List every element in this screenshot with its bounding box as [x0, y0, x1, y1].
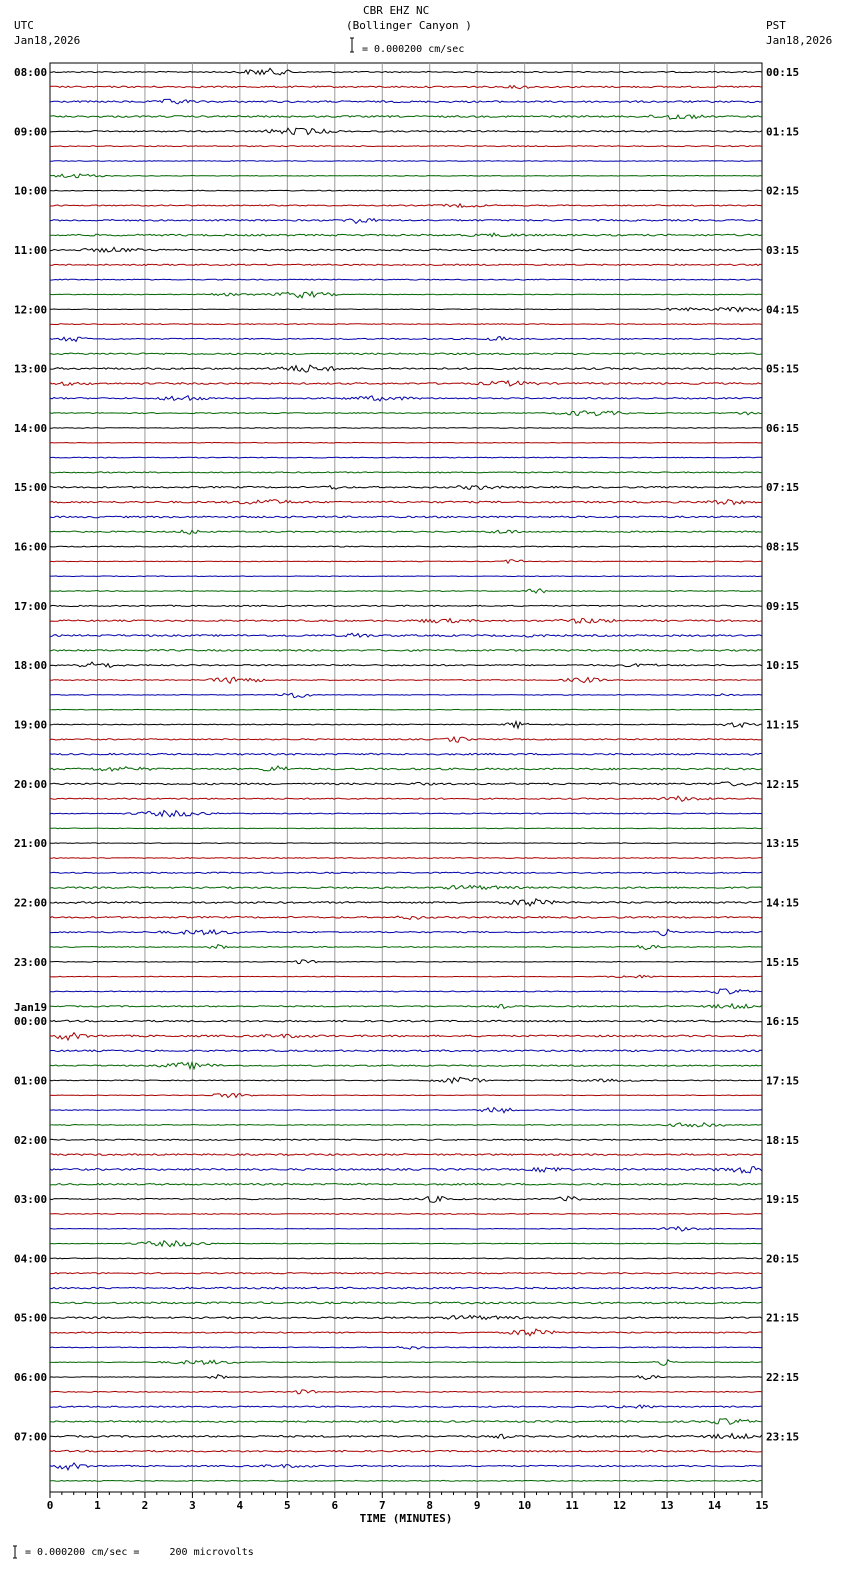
utc-hour-label: 05:00 [14, 1311, 48, 1325]
seismic-trace [50, 324, 762, 325]
footer-scale-bar-icon [13, 1546, 17, 1558]
pst-hour-label: 05:15 [766, 362, 800, 376]
seismic-trace [50, 1020, 762, 1022]
utc-hour-label: 00:00 [14, 1015, 48, 1029]
seismic-trace [50, 204, 762, 208]
seismic-trace [50, 960, 762, 964]
pst-hour-label: 00:15 [766, 66, 800, 79]
seismic-trace [50, 650, 762, 652]
seismic-trace [50, 442, 762, 443]
seismic-trace [50, 885, 762, 889]
seismic-trace [50, 1183, 762, 1185]
seismic-trace [50, 308, 762, 312]
date-change-label: Jan19 [14, 1001, 48, 1015]
pst-hour-label: 16:15 [766, 1015, 800, 1029]
seismic-trace [50, 396, 762, 401]
seismic-trace [50, 828, 762, 829]
utc-hour-label: 19:00 [14, 718, 48, 732]
utc-hour-label: 17:00 [14, 599, 48, 613]
seismic-trace [50, 472, 762, 473]
pst-hour-label: 21:15 [766, 1311, 800, 1325]
utc-hour-label: 16:00 [14, 540, 48, 554]
seismic-trace [50, 916, 762, 919]
x-tick-label: 14 [707, 1499, 722, 1512]
seismic-trace [50, 233, 762, 237]
x-tick-label: 8 [426, 1499, 434, 1512]
seismic-trace [50, 796, 762, 801]
seismic-trace [50, 174, 762, 178]
seismic-trace [50, 1241, 762, 1247]
seismic-trace [50, 161, 762, 162]
utc-hour-label: 22:00 [14, 896, 48, 910]
seismic-trace [50, 589, 762, 593]
utc-hour-label: 06:00 [14, 1371, 48, 1385]
seismic-trace [50, 1227, 762, 1232]
seismic-trace [50, 1108, 762, 1113]
seismic-trace [50, 633, 762, 637]
x-tick-label: 1 [94, 1499, 101, 1512]
seismic-trace [50, 899, 762, 906]
seismic-trace [50, 264, 762, 265]
pst-hour-label: 02:15 [766, 184, 800, 198]
utc-hour-label: 13:00 [14, 362, 48, 376]
seismic-trace [50, 929, 762, 935]
utc-hour-label: 03:00 [14, 1193, 48, 1207]
seismic-trace [50, 1258, 762, 1259]
station-title: CBR EHZ NC [363, 4, 430, 17]
x-tick-label: 12 [612, 1499, 627, 1512]
seismic-trace [50, 1405, 762, 1408]
pst-hour-label: 11:15 [766, 718, 800, 732]
pst-hour-label: 07:15 [766, 481, 800, 495]
seismic-trace [50, 560, 762, 564]
seismic-trace [50, 693, 762, 697]
footer-scale-note: = 0.000200 cm/sec = 200 microvolts [25, 1547, 254, 1558]
seismic-trace [50, 1315, 762, 1319]
utc-hour-label: 18:00 [14, 659, 48, 673]
station-subtitle: (Bollinger Canyon ) [346, 19, 472, 32]
utc-hour-label: 10:00 [14, 184, 48, 198]
pst-hour-label: 15:15 [766, 955, 800, 969]
seismic-trace [50, 1463, 762, 1470]
seismic-trace [50, 428, 762, 429]
utc-hour-label: 11:00 [14, 243, 48, 257]
x-tick-label: 13 [660, 1499, 674, 1512]
seismic-trace [50, 1050, 762, 1052]
plot-frame [50, 63, 762, 1492]
seismic-trace [50, 353, 762, 355]
seismic-trace [50, 811, 762, 817]
x-tick-label: 7 [378, 1499, 386, 1512]
seismic-trace [50, 843, 762, 844]
utc-hour-label: 20:00 [14, 777, 48, 791]
seismic-trace [50, 1329, 762, 1336]
seismic-trace [50, 190, 762, 191]
seismic-trace [50, 1360, 762, 1366]
x-tick-label: 2 [141, 1499, 149, 1512]
pst-hour-label: 17:15 [766, 1074, 800, 1088]
utc-hour-label: 01:00 [14, 1074, 48, 1088]
x-tick-label: 6 [331, 1499, 339, 1512]
pst-hour-label: 14:15 [766, 896, 800, 910]
utc-hour-label: 02:00 [14, 1133, 48, 1147]
seismic-trace [50, 989, 762, 994]
seismic-trace [50, 1094, 762, 1098]
pst-hour-label: 09:15 [766, 599, 800, 613]
right-date: Jan18,2026 [766, 34, 833, 47]
pst-hour-label: 10:15 [766, 659, 800, 673]
seismic-trace [50, 1154, 762, 1156]
seismic-trace [50, 486, 762, 490]
x-tick-label: 10 [518, 1499, 532, 1512]
seismic-trace [50, 1214, 762, 1215]
pst-hour-label: 22:15 [766, 1371, 800, 1385]
seismic-trace [50, 1273, 762, 1274]
seismic-trace [50, 709, 762, 710]
x-tick-label: 3 [189, 1499, 196, 1512]
seismic-trace [50, 1063, 762, 1069]
seismic-trace [50, 722, 762, 729]
seismic-trace [50, 858, 762, 859]
pst-hour-label: 04:15 [766, 303, 800, 317]
x-tick-label: 0 [46, 1499, 54, 1512]
seismic-trace [50, 1434, 762, 1439]
utc-hour-label: 12:00 [14, 303, 48, 317]
x-tick-label: 11 [565, 1499, 579, 1512]
seismic-trace [50, 1450, 762, 1452]
seismic-trace [50, 1419, 762, 1425]
seismic-trace [50, 68, 762, 75]
pst-hour-label: 23:15 [766, 1430, 800, 1444]
seismic-trace [50, 662, 762, 667]
pst-hour-label: 18:15 [766, 1133, 800, 1147]
seismic-trace [50, 86, 762, 89]
seismic-trace [50, 766, 762, 771]
seismic-trace [50, 1139, 762, 1140]
right-timezone: PST [766, 19, 786, 32]
seismic-trace [50, 872, 762, 873]
utc-hour-label: 08:00 [14, 66, 48, 79]
seismic-trace [50, 945, 762, 950]
x-axis-label: TIME (MINUTES) [359, 1512, 453, 1525]
left-timezone: UTC [14, 19, 34, 32]
scale-bar-icon [350, 38, 354, 52]
utc-hour-label: 07:00 [14, 1430, 48, 1444]
x-tick-label: 5 [284, 1499, 291, 1512]
seismic-trace [50, 753, 762, 755]
seismic-trace [50, 219, 762, 224]
seismic-trace [50, 546, 762, 547]
pst-hour-label: 03:15 [766, 243, 800, 257]
x-tick-label: 4 [236, 1499, 244, 1512]
seismic-trace [50, 975, 762, 978]
seismic-trace [50, 146, 762, 147]
utc-hour-label: 21:00 [14, 837, 48, 851]
seismic-trace [50, 618, 762, 623]
seismic-trace [50, 1004, 762, 1009]
pst-hour-label: 01:15 [766, 125, 800, 139]
seismic-trace [50, 1302, 762, 1304]
seismic-trace [50, 381, 762, 386]
seismic-trace [50, 737, 762, 742]
seismic-trace [50, 365, 762, 372]
seismic-trace [50, 279, 762, 280]
seismic-trace [50, 1375, 762, 1380]
seismic-trace [50, 128, 762, 134]
seismic-trace [50, 1480, 762, 1481]
utc-hour-label: 04:00 [14, 1252, 48, 1266]
seismic-trace [50, 457, 762, 458]
seismic-trace [50, 1390, 762, 1394]
seismic-trace [50, 337, 762, 342]
seismic-trace [50, 500, 762, 505]
pst-hour-label: 19:15 [766, 1193, 800, 1207]
scale-label: = 0.000200 cm/sec [362, 44, 465, 55]
seismic-trace [50, 1287, 762, 1289]
left-date: Jan18,2026 [14, 34, 81, 47]
seismic-trace [50, 1347, 762, 1350]
seismic-trace [50, 411, 762, 416]
utc-hour-label: 09:00 [14, 125, 48, 139]
seismic-trace [50, 1077, 762, 1083]
seismic-trace [50, 1167, 762, 1173]
seismic-trace [50, 530, 762, 534]
seismic-trace [50, 1033, 762, 1040]
utc-hour-label: 23:00 [14, 955, 48, 969]
seismic-trace [50, 677, 762, 683]
pst-hour-label: 12:15 [766, 777, 800, 791]
pst-hour-label: 20:15 [766, 1252, 800, 1266]
seismic-trace [50, 99, 762, 104]
seismic-trace [50, 247, 762, 252]
utc-hour-label: 14:00 [14, 421, 48, 435]
utc-hour-label: 15:00 [14, 481, 48, 495]
x-tick-label: 15 [755, 1499, 769, 1512]
pst-hour-label: 06:15 [766, 421, 800, 435]
seismic-trace [50, 1196, 762, 1202]
seismic-trace [50, 292, 762, 298]
seismic-trace [50, 1123, 762, 1127]
pst-hour-label: 08:15 [766, 540, 800, 554]
seismic-trace [50, 516, 762, 518]
seismic-trace [50, 782, 762, 786]
x-tick-label: 9 [473, 1499, 481, 1512]
pst-hour-label: 13:15 [766, 837, 800, 851]
seismic-trace [50, 605, 762, 606]
seismic-trace [50, 115, 762, 119]
seismic-trace [50, 576, 762, 577]
